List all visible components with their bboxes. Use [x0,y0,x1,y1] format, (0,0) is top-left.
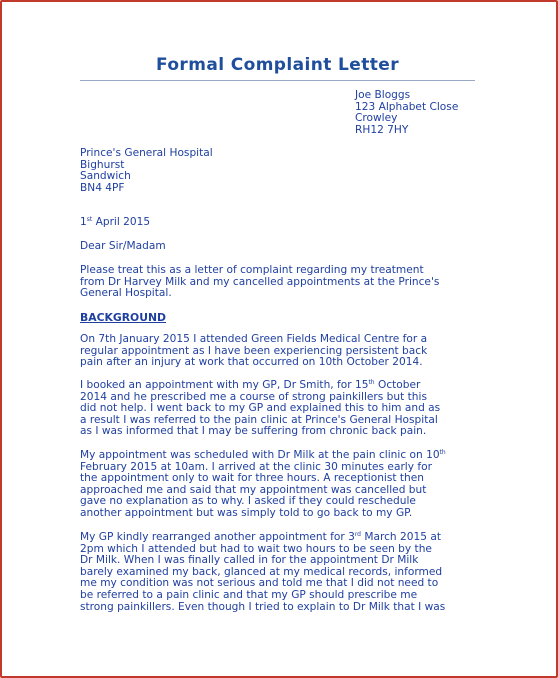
paragraph-line: did not help. I went back to my GP and explained this to him and as [80,402,441,415]
paragraph-line: pain after an injury at work that occurred on 10th October 2014. [80,356,423,369]
date-suffix: st [86,216,93,223]
background-paragraph-2 [80,380,480,438]
sender-town: Crowley [355,112,398,125]
ordinal-suffix: th [439,449,446,456]
intro-paragraph [80,265,480,300]
background-paragraph-4 [80,532,480,613]
salutation: Dear Sir/Madam [80,240,166,252]
paragraph-line [80,450,480,462]
sender-postcode: RH12 7HY [355,123,409,136]
intro-line: Please treat this as a letter of complaint regarding my treatment [80,264,424,276]
line-text: October [374,379,421,391]
title-divider [80,80,475,81]
paragraph-line: the appointment only to wait for three hours. A receptionist then [80,472,425,485]
paragraph-line: 2pm which I attended but had to wait two hours to be seen by the [80,542,432,555]
paragraph-line: 2014 and he prescribed me a course of strong painkillers but this [80,390,427,403]
section-heading: BACKGROUND [80,311,166,324]
sender-street: 123 Alphabet Close [355,100,459,113]
line-text: March 2015 at [360,531,441,543]
paragraph-line: strong painkillers. Even though I tried to explain to Dr Milk that I was [80,600,446,613]
line-text: My appointment was scheduled with Dr Milk at the pain clinic on 10 [80,449,440,461]
paragraph-line: barely examined my back, glanced at my medical records, informed [80,565,443,578]
date-rest: April 2015 [92,216,151,228]
recipient-line2: Bighurst [80,158,125,171]
paragraph-line: Dr Milk. When I was finally called in for the appointment Dr Milk [80,554,419,567]
background-paragraph-1 [80,334,480,369]
paragraph-line: a result I was referred to the pain clinic at Prince's General Hospital [80,413,438,426]
intro-line: General Hospital. [80,287,172,300]
paragraph-line: February 2015 at 10am. I arrived at the clinic 30 minutes early for [80,460,432,473]
recipient-postcode: BN4 4PF [80,181,125,194]
paragraph-line [80,532,480,544]
ordinal-suffix: th [368,379,375,386]
letter-date [80,217,150,229]
paragraph-line: On 7th January 2015 I attended Green Fields Medical Centre for a [80,333,428,345]
paragraph-line: regular appointment as I have been experiencing persistent back [80,344,428,357]
line-text: I booked an appointment with my GP, Dr Smith, for 15 [80,379,369,391]
paragraph-line: me my condition was not serious and told me that I did not need to [80,577,439,590]
paragraph-line: as I was informed that I may be suffering from chronic back pain. [80,425,427,438]
recipient-line3: Sandwich [80,170,131,183]
recipient-address [80,148,213,194]
paragraph-line: gave no explanation as to why. I asked if they could reschedule [80,495,416,508]
paragraph-line: be referred to a pain clinic and that my GP should prescribe me [80,588,418,601]
recipient-name: Prince's General Hospital [80,147,213,159]
ordinal-suffix: rd [354,531,361,538]
line-text: My GP kindly rearranged another appointment for 3 [80,531,355,543]
paragraph-line: approached me and said that my appointment was cancelled but [80,483,427,496]
date-day: 1 [80,216,87,228]
paragraph-line: another appointment but was simply told to go back to my GP. [80,506,413,519]
intro-line: from Dr Harvey Milk and my cancelled appointments at the Prince's [80,275,440,288]
paragraph-line [80,380,480,392]
sender-name: Joe Bloggs [355,89,411,101]
sender-address [355,90,458,136]
background-paragraph-3 [80,450,480,520]
letter-title: Formal Complaint Letter [156,55,399,75]
